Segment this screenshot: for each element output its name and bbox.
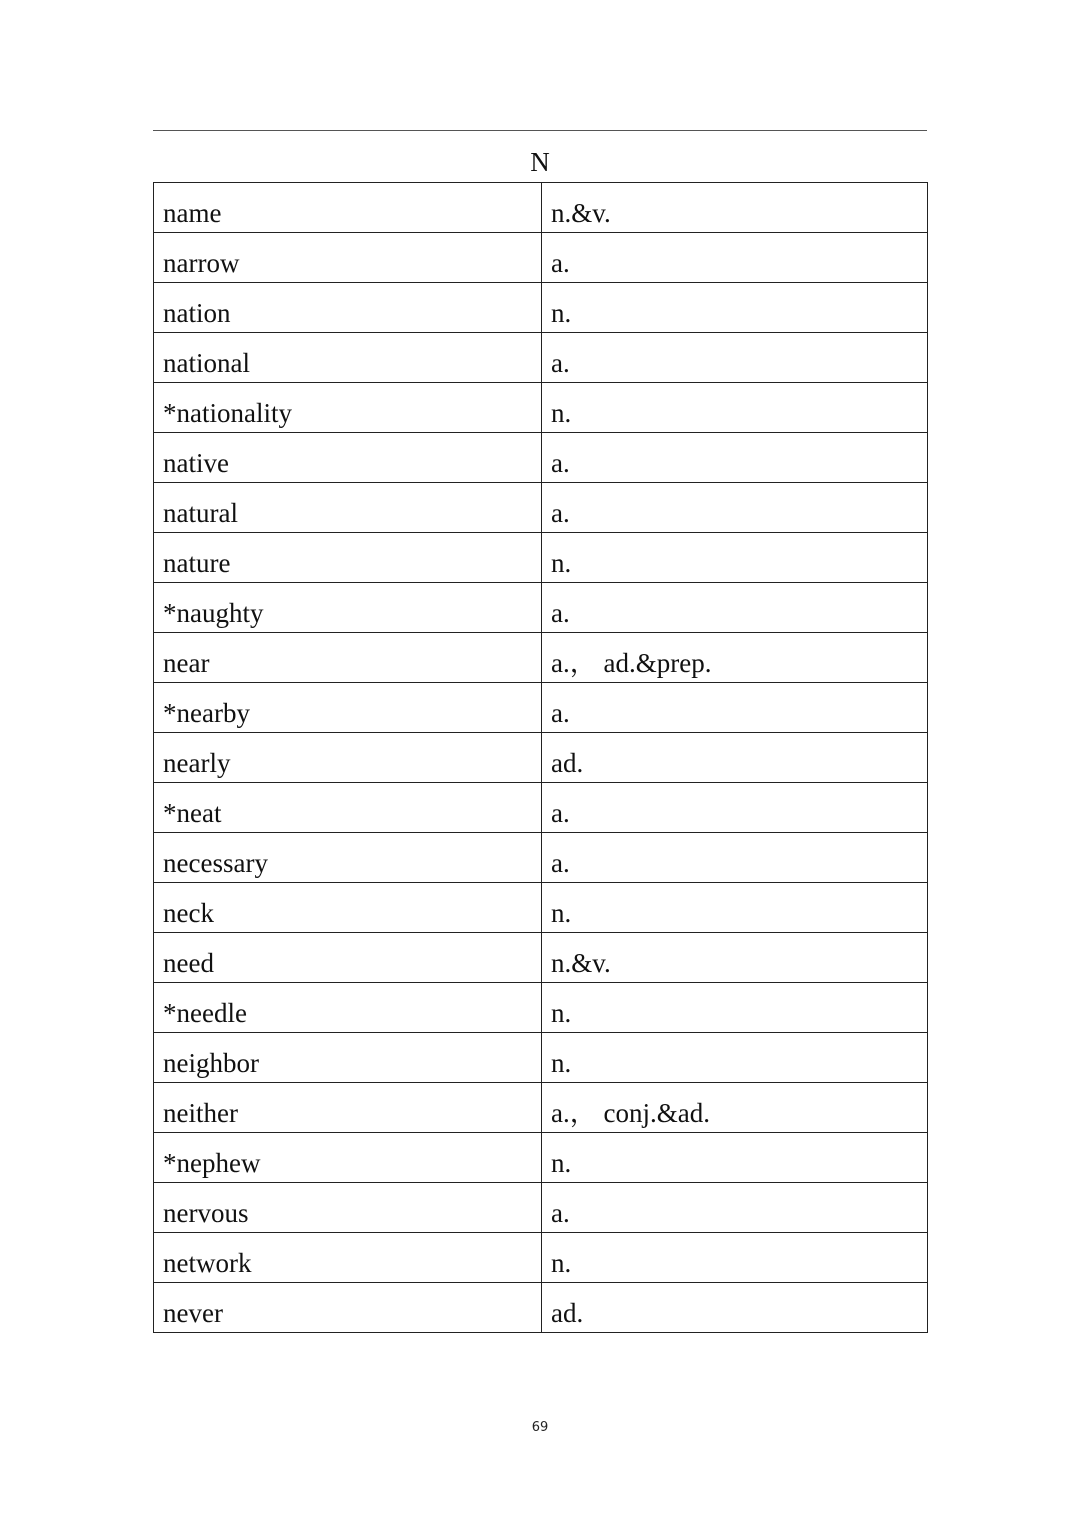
word-cell: *nearby — [154, 683, 542, 733]
word-cell: never — [154, 1283, 542, 1333]
word-cell: *neat — [154, 783, 542, 833]
table-row — [154, 1083, 928, 1133]
word-cell: necessary — [154, 833, 542, 883]
part-of-speech-cell: n. — [542, 883, 928, 933]
part-of-speech-cell: n. — [542, 283, 928, 333]
part-of-speech-cell: a. — [542, 433, 928, 483]
word-cell: nation — [154, 283, 542, 333]
word-cell: natural — [154, 483, 542, 533]
table-row — [154, 483, 928, 533]
word-cell: *naughty — [154, 583, 542, 633]
table-row — [154, 933, 928, 983]
part-of-speech-cell: a. — [542, 1183, 928, 1233]
table-row — [154, 233, 928, 283]
table-row — [154, 1283, 928, 1333]
word-cell: neither — [154, 1083, 542, 1133]
table-row — [154, 333, 928, 383]
part-of-speech-cell: ad. — [542, 1283, 928, 1333]
part-of-speech-cell: a. — [542, 783, 928, 833]
word-cell: near — [154, 633, 542, 683]
word-cell: neck — [154, 883, 542, 933]
word-cell: *nationality — [154, 383, 542, 433]
part-of-speech-cell: ad. — [542, 733, 928, 783]
table-row — [154, 1183, 928, 1233]
word-cell: narrow — [154, 233, 542, 283]
table-row — [154, 533, 928, 583]
part-of-speech-cell: a. — [542, 683, 928, 733]
vocabulary-table — [153, 182, 928, 1333]
word-cell: name — [154, 183, 542, 233]
part-of-speech-cell: n. — [542, 1233, 928, 1283]
page-number: 69 — [531, 1420, 549, 1435]
part-of-speech-cell: n. — [542, 1133, 928, 1183]
table-row — [154, 733, 928, 783]
table-row — [154, 883, 928, 933]
section-letter-heading: N — [530, 147, 550, 177]
word-cell: network — [154, 1233, 542, 1283]
part-of-speech-cell: n.&v. — [542, 933, 928, 983]
table-row — [154, 283, 928, 333]
table-row — [154, 383, 928, 433]
table-row — [154, 683, 928, 733]
table-row — [154, 783, 928, 833]
table-row — [154, 633, 928, 683]
table-row — [154, 583, 928, 633]
word-cell: *needle — [154, 983, 542, 1033]
header-rule — [153, 130, 927, 131]
table-row — [154, 1033, 928, 1083]
part-of-speech-cell: n. — [542, 1033, 928, 1083]
part-of-speech-cell: n. — [542, 383, 928, 433]
word-cell: nearly — [154, 733, 542, 783]
word-cell: need — [154, 933, 542, 983]
table-row — [154, 1233, 928, 1283]
part-of-speech-cell: a. — [542, 233, 928, 283]
word-cell: nervous — [154, 1183, 542, 1233]
part-of-speech-cell: a. — [542, 483, 928, 533]
part-of-speech-cell: n.&v. — [542, 183, 928, 233]
table-row — [154, 983, 928, 1033]
part-of-speech-cell: a.， conj.&ad. — [542, 1083, 928, 1133]
part-of-speech-cell: a. — [542, 333, 928, 383]
part-of-speech-cell: a. — [542, 833, 928, 883]
word-cell: nature — [154, 533, 542, 583]
word-cell: neighbor — [154, 1033, 542, 1083]
table-row — [154, 833, 928, 883]
word-cell: native — [154, 433, 542, 483]
table-row — [154, 1133, 928, 1183]
part-of-speech-cell: n. — [542, 533, 928, 583]
table-row — [154, 183, 928, 233]
table-row — [154, 433, 928, 483]
part-of-speech-cell: n. — [542, 983, 928, 1033]
part-of-speech-cell: a.， ad.&prep. — [542, 633, 928, 683]
word-cell: *nephew — [154, 1133, 542, 1183]
part-of-speech-cell: a. — [542, 583, 928, 633]
word-cell: national — [154, 333, 542, 383]
